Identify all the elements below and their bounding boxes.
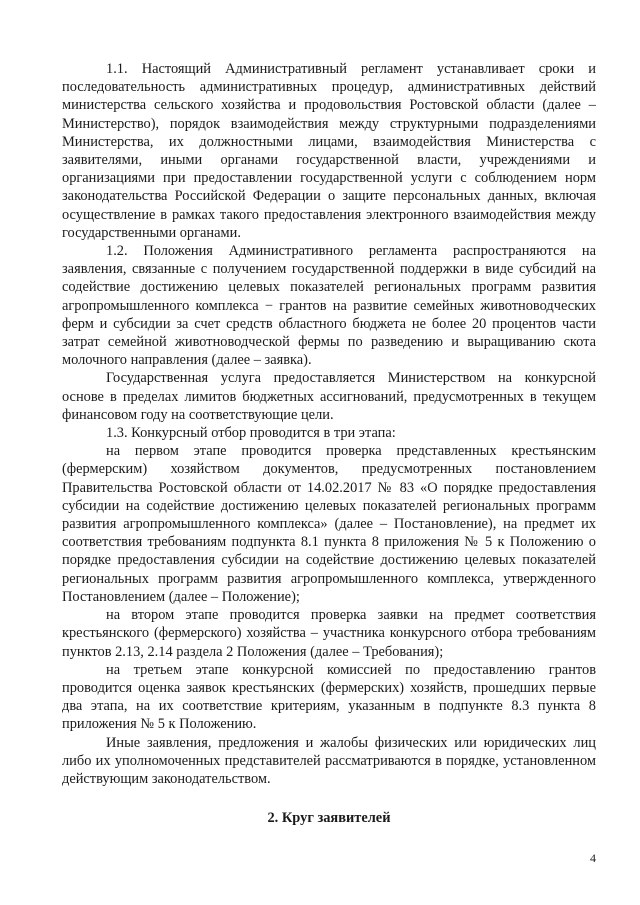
section-heading: 2. Круг заявителей [267,810,391,827]
paragraph-other-applications: Иные заявления, предложения и жалобы физических или юридических лиц либо их уполномоченных представителей рассматриваются в порядке, установленном действующим законодательством. [62,734,596,787]
page-number: 4 [590,851,596,865]
paragraph-stage-3: на третьем этапе конкурсной комиссией по предоставлению грантов проводится оценка заявок крестьянских (фермерских) хозяйств, прошедших первые два этапа, на их соответствие критериям, указанным в подпункте 8.3 пункта 8 приложения № 5 к Положению. [62,661,596,733]
paragraph-1-1: 1.1. Настоящий Административный регламент устанавливает сроки и последовательность административных процедур, административных действий министерства сельского хозяйства и продовольствия Ростовской области (далее – Министерство), порядок взаимодействия между структурными подразделениями Министерства, их должностными лицами, взаимодействия Министерства с заявителями, иными органами государственной власти, учреждениями и организациями при предоставлении государственной услуги с соблюдением норм законодательства Российской Федерации о защите персональных данных, включая осуществление в рамках такого предоставления электронного взаимодействия между государственными органами. [62,61,596,241]
paragraph-state-service: Государственная услуга предоставляется Министерством на конкурсной основе в пределах лимитов бюджетных ассигнований, предусмотренных в текущем финансовом году на соответствующие цели. [62,370,596,423]
paragraph-stage-2: на втором этапе проводится проверка заявки на предмет соответствия крестьянского (фермерского) хозяйства – участника конкурсного отбора требованиям пунктов 2.13, 2.14 раздела 2 Положения (далее – Требования); [62,607,596,660]
paragraph-1-3: 1.3. Конкурсный отбор проводится в три этапа: [106,425,396,442]
document-page [62,60,596,827]
paragraph-1-2: 1.2. Положения Административного регламента распространяются на заявления, связанные с получением государственной поддержки в виде субсидий на содействие достижению целевых показателей региональных программ развития агропромышленного комплекса − грантов на развитие семейных животноводческих ферм и субсидии за счет средств областного бюджета не более 20 процентов части затрат семейной животноводческой фермы по разведению и выращиванию скота молочного направления (далее – заявка). [62,243,596,369]
paragraph-stage-1: на первом этапе проводится проверка представленных крестьянским (фермерским) хозяйством документов, предусмотренных постановлением Правительства Ростовской области от 14.02.2017 № 83 «О порядке предоставления субсидии на содействие достижению целевых показателей региональных программ развития агропромышленного комплекса» (далее – Постановление), на предмет их соответствия требованиям подпункта 8.1 пункта 8 приложения № 5 к Положению о порядке предоставления субсидии на содействие достижению целевых показателей региональных программ развития агропромышленного комплекса, утвержденного Постановлением (далее – Положение); [62,443,596,605]
